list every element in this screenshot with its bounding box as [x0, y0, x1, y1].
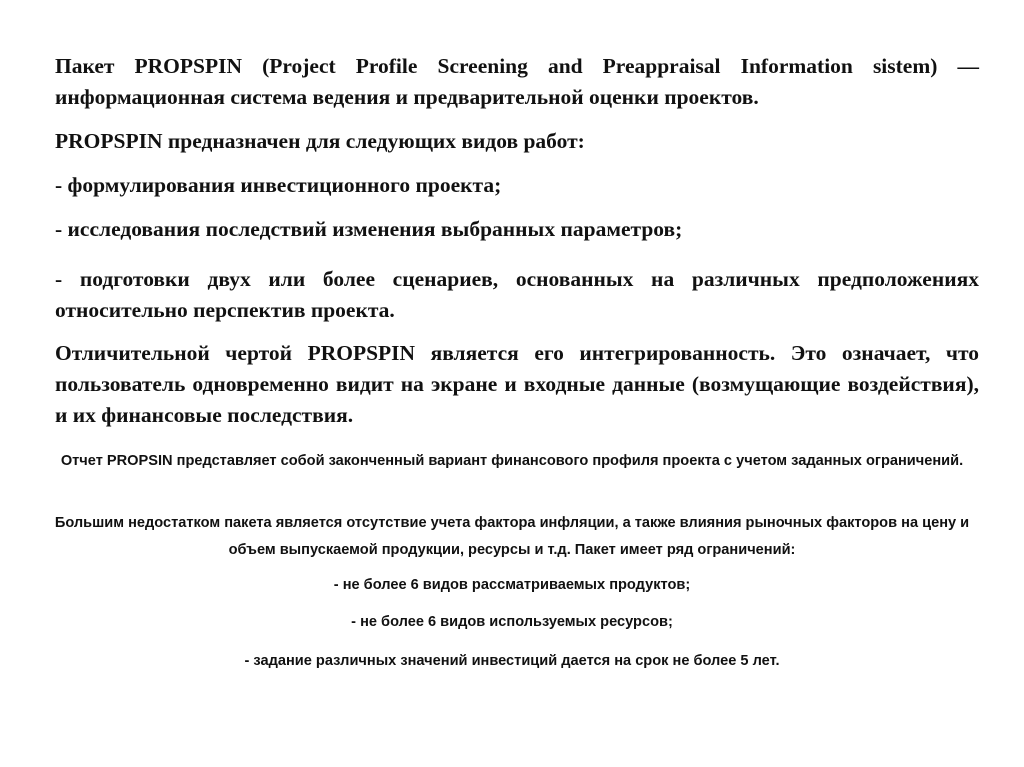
paragraph-report: Отчет PROPSIN представляет собой законченный вариант финансового профиля проекта с учетом заданных ограничений. — [60, 453, 964, 469]
limit-item-investment-term: - задание различных значений инвестиций дается на срок не более 5 лет. — [244, 653, 780, 669]
paragraph-propspin-definition: Пакет PROPSPIN (Project Profile Screening and Preappraisal Information sistem) — информационная система ведения и предварительной оценки проектов. — [55, 54, 979, 109]
list-item-scenarios: - подготовки двух или более сценариев, основанных на различных предположениях относительно перспектив проекта. — [55, 267, 979, 322]
list-item-formulation: - формулирования инвестиционного проекта; — [55, 173, 502, 197]
paragraph-propspin-purpose: PROPSPIN предназначен для следующих видов работ: — [55, 129, 585, 153]
paragraph-drawbacks: Большим недостатком пакета является отсутствие учета фактора инфляции, а также влияния рыночных факторов на цену и объем выпускаемой продукции, ресурсы и т.д. Пакет имеет ряд ограничений: — [54, 515, 970, 558]
list-item-parameter-research: - исследования последствий изменения выбранных параметров; — [55, 217, 683, 241]
limit-item-products: - не более 6 видов рассматриваемых продуктов; — [333, 577, 691, 593]
limit-item-resources: - не более 6 видов используемых ресурсов; — [351, 614, 673, 630]
paragraph-integration: Отличительной чертой PROPSPIN является его интегрированность. Это означает, что пользователь одновременно видит на экране и входные данные (возмущающие воздействия), и их финансовые последствия. — [55, 341, 979, 427]
